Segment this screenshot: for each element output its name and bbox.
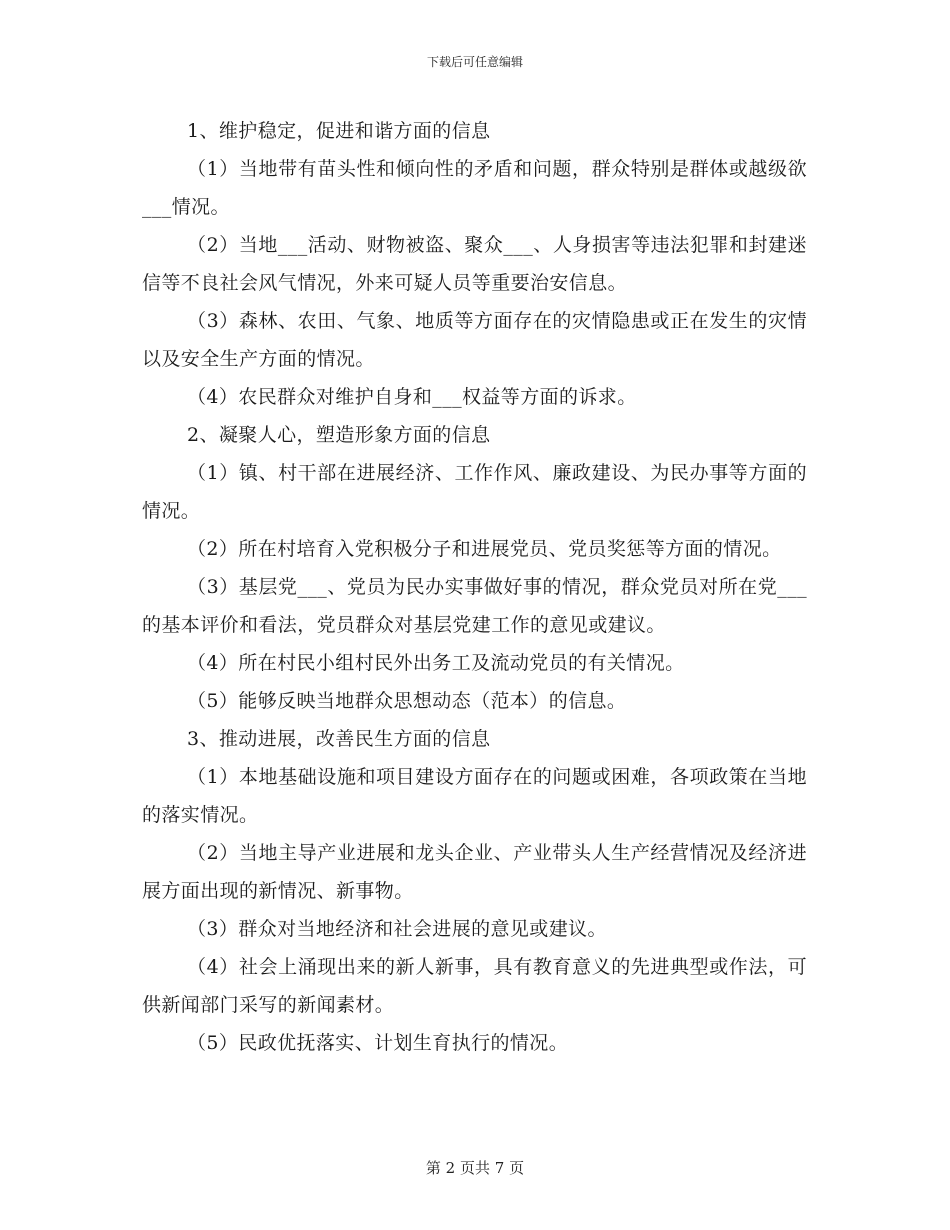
- document-body: [142, 112, 807, 1062]
- paragraph: （1）本地基础设施和项目建设方面存在的问题或困难，各项政策在当地的落实情况。: [142, 766, 807, 826]
- section-heading: 3、推动进展，改善民生方面的信息: [187, 728, 491, 750]
- paragraph: （2）当地___活动、财物被盗、聚众___、人身损害等违法犯罪和封建迷信等不良社会风气情况，外来可疑人员等重要治安信息。: [142, 234, 807, 294]
- paragraph: （3）群众对当地经济和社会进展的意见或建议。: [187, 918, 607, 940]
- paragraph: （1）镇、村干部在进展经济、工作作风、廉政建设、为民办事等方面的情况。: [142, 462, 807, 522]
- paragraph: （4）社会上涌现出来的新人新事，具有教育意义的先进典型或作法，可供新闻部门采写的新闻素材。: [142, 956, 807, 1016]
- paragraph: （5）能够反映当地群众思想动态（范本）的信息。: [187, 690, 627, 712]
- page-header: 下载后可任意编辑: [426, 55, 523, 69]
- section-heading: 1、维护稳定，促进和谐方面的信息: [187, 120, 491, 142]
- paragraph: （5）民政优抚落实、计划生育执行的情况。: [187, 1032, 569, 1054]
- section-heading: 2、凝聚人心，塑造形象方面的信息: [187, 424, 491, 446]
- paragraph: （3）森林、农田、气象、地质等方面存在的灾情隐患或正在发生的灾情以及安全生产方面的情况。: [142, 310, 807, 370]
- paragraph: （4）所在村民小组村民外出务工及流动党员的有关情况。: [187, 652, 685, 674]
- paragraph: （2）所在村培育入党积极分子和进展党员、党员奖惩等方面的情况。: [187, 538, 782, 560]
- paragraph: （4）农民群众对维护自身和___权益等方面的诉求。: [187, 386, 637, 408]
- paragraph: （3）基层党___、党员为民办实事做好事的情况，群众党员对所在党___的基本评价和看法，党员群众对基层党建工作的意见或建议。: [142, 576, 807, 636]
- paragraph: （2）当地主导产业进展和龙头企业、产业带头人生产经营情况及经济进展方面出现的新情况、新事物。: [142, 842, 807, 902]
- page-footer: 第 2 页共 7 页: [425, 1159, 525, 1177]
- paragraph: （1）当地带有苗头性和倾向性的矛盾和问题，群众特别是群体或越级欲___情况。: [142, 158, 807, 218]
